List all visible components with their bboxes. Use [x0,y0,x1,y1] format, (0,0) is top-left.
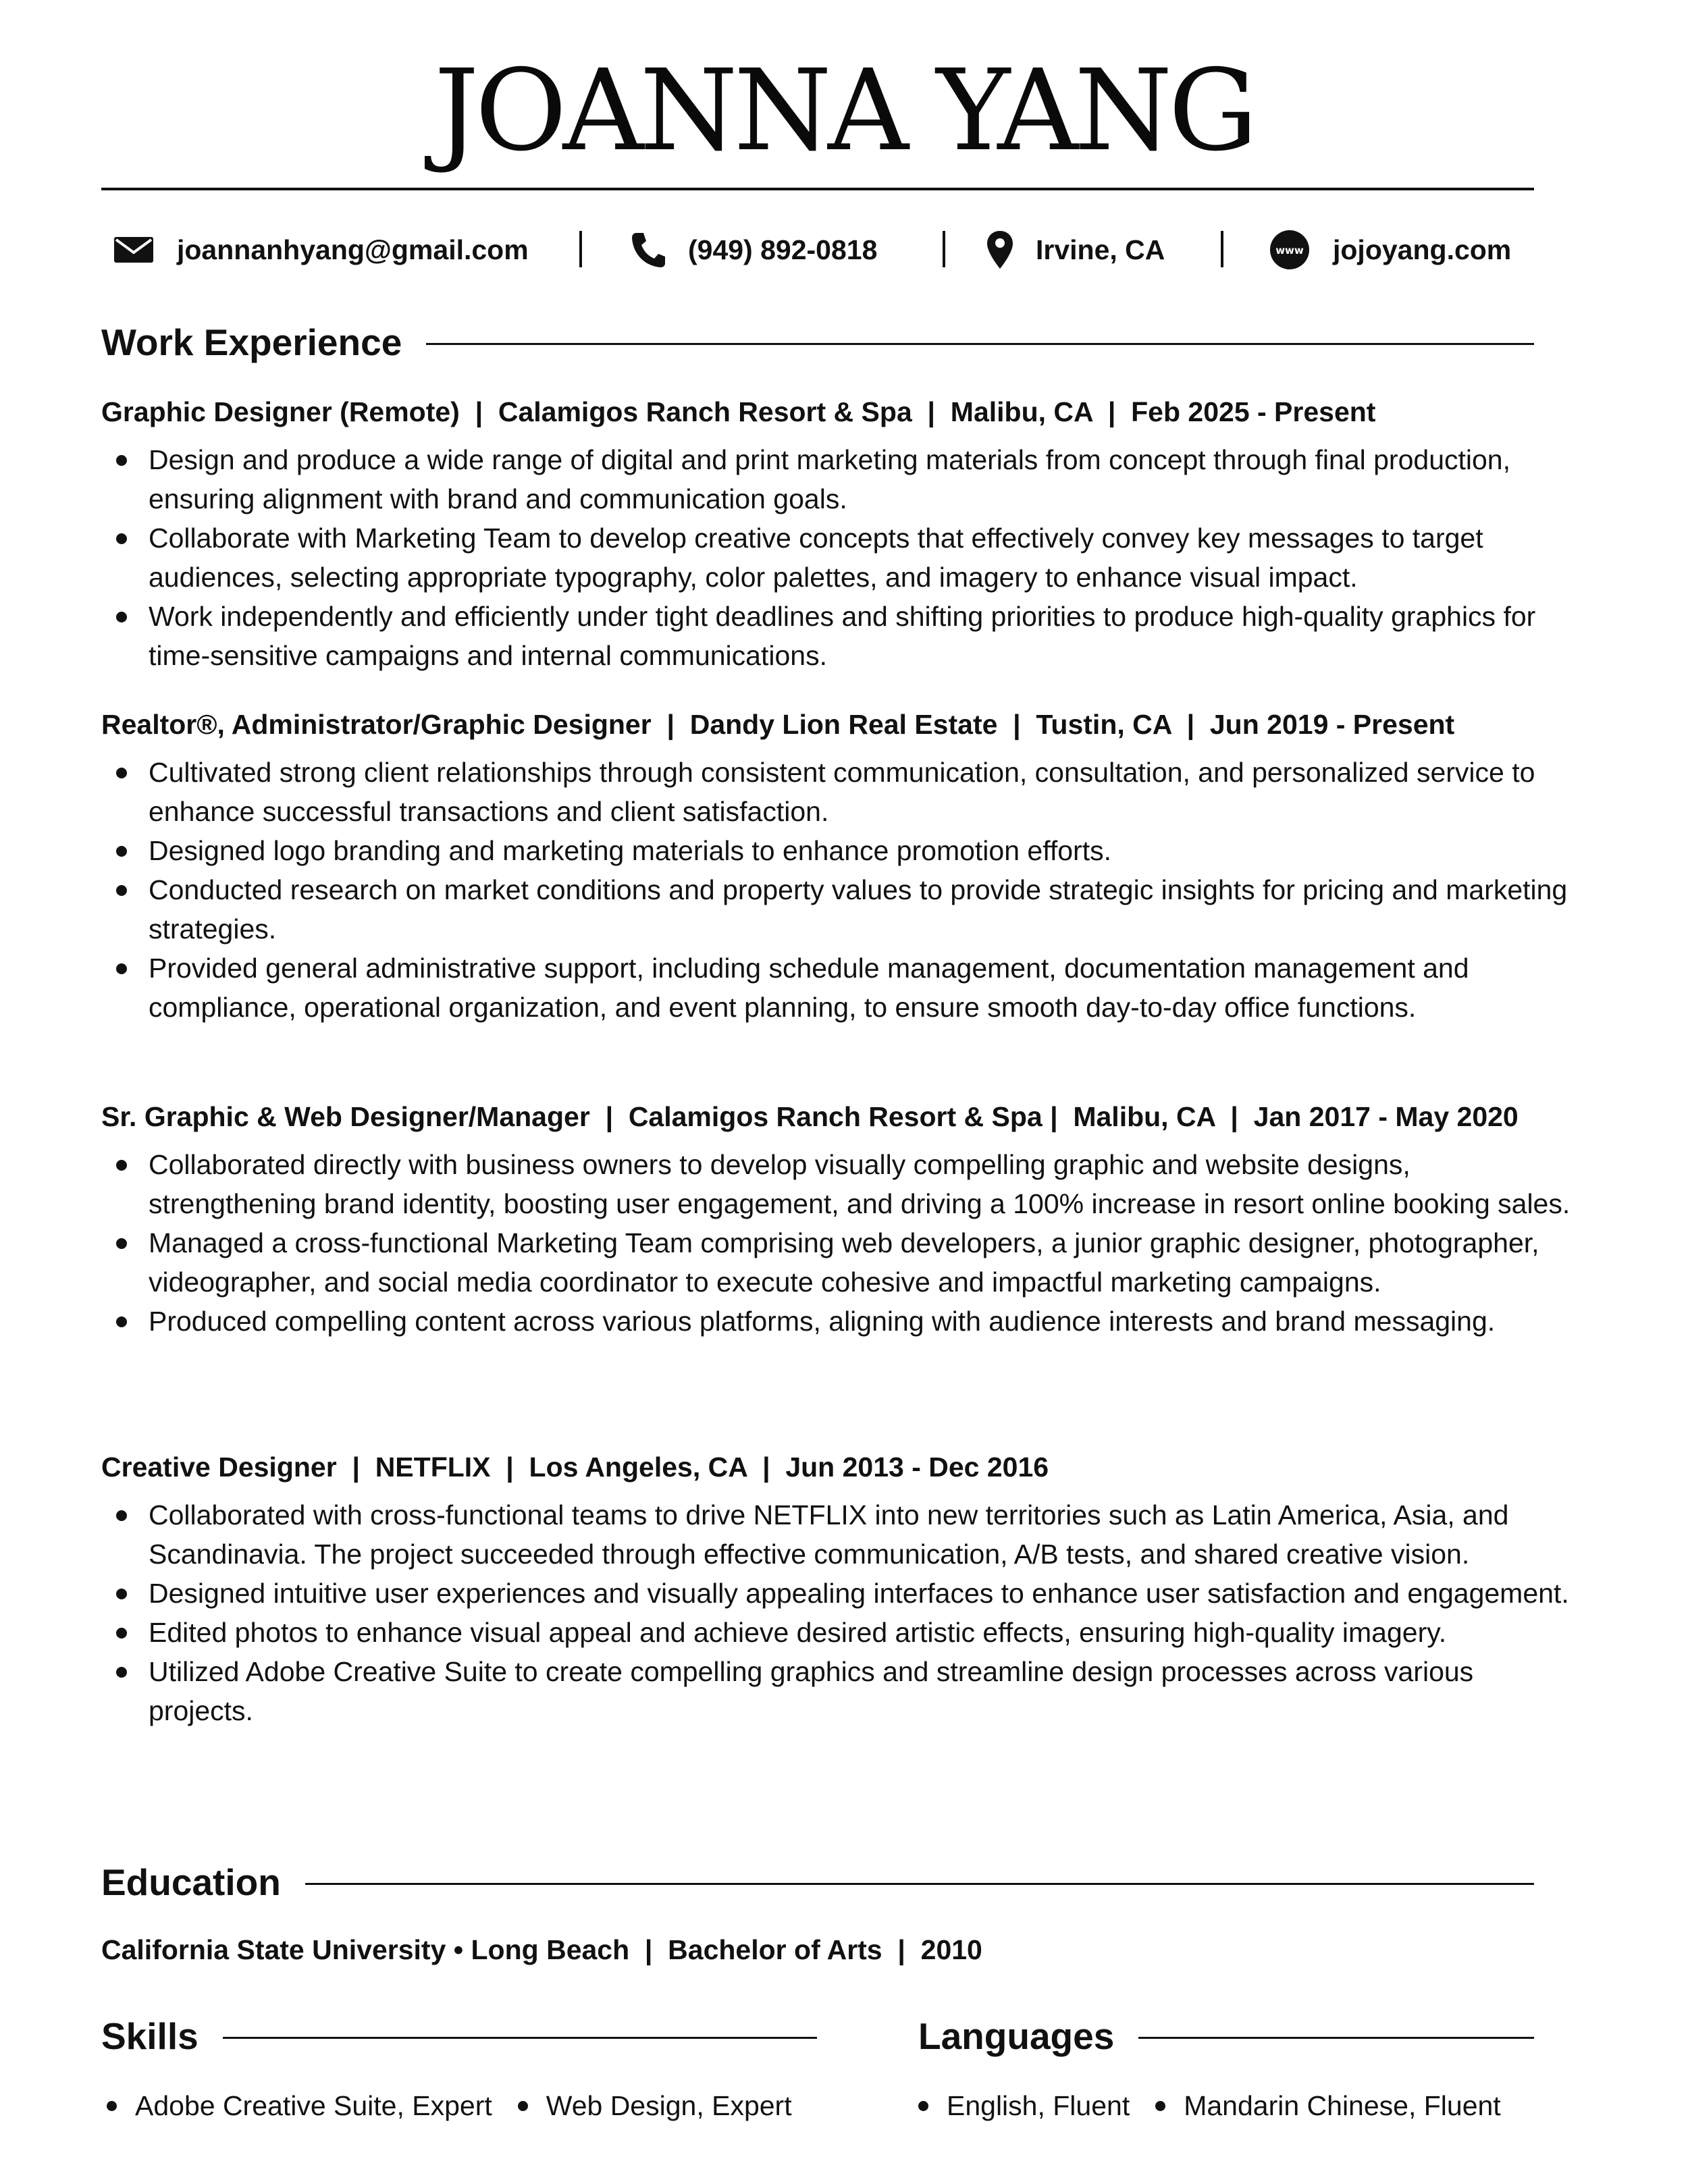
list-item: Collaborated with cross-functional teams to drive NETFLIX into new territories such as Latin America, Asia, and Scandinavia. The project succeeded through effective communication, A/B tests, and shared creative vision. [101,1495,1573,1574]
job-bullets-1 [101,440,1573,675]
skill-item: Adobe Creative Suite, Expert [101,2086,492,2125]
education-section-line [297,1883,1534,1885]
contact-bar [0,223,1688,277]
contact-separator [943,231,945,267]
education-section-title: Education [101,1859,305,1906]
header-divider [101,188,1534,190]
skills-list [101,2086,812,2125]
list-item: Produced compelling content across various platforms, aligning with audience interests and brand messaging. [101,1302,1573,1341]
list-item: Edited photos to enhance visual appeal and achieve desired artistic effects, ensuring high-quality imagery. [101,1613,1573,1652]
envelope-icon [113,236,154,263]
skills-section-line [209,2037,817,2039]
list-item: Designed intuitive user experiences and visually appealing interfaces to enhance user satisfaction and engagement. [101,1574,1573,1613]
languages-section-line [1134,2037,1534,2039]
contact-location [987,223,1165,277]
work-section-title: Work Experience [101,319,426,366]
language-item: English, Fluent [913,2086,1130,2125]
www-icon-text: www [1275,244,1304,257]
job-bullets-2 [101,753,1573,1027]
contact-separator [579,231,582,267]
contact-email[interactable] [113,223,529,277]
website-text: jojoyang.com [1333,234,1512,265]
skills-section-title: Skills [101,2013,223,2060]
location-text: Irvine, CA [1036,234,1165,265]
language-item: Mandarin Chinese, Fluent [1150,2086,1500,2125]
list-item: Collaborate with Marketing Team to develop creative concepts that effectively convey key messages to target audiences, selecting appropriate typography, color palettes, and imagery to enhance visual impact. [101,518,1573,597]
candidate-name: JOANNA YANG [433,46,1255,176]
phone-icon [631,232,665,268]
job-heading-2: Realtor®, Administrator/Graphic Designer | Dandy Lion Real Estate | Tustin, CA | Jun 2019 - Present [101,709,1455,740]
job-heading-4: Creative Designer | NETFLIX | Los Angeles, CA | Jun 2013 - Dec 2016 [101,1451,1049,1483]
globe-www-icon [1269,230,1310,270]
phone-text: (949) 892-0818 [688,234,878,265]
email-text: joannanhyang@gmail.com [177,234,529,265]
contact-phone[interactable] [631,223,877,277]
list-item: Work independently and efficiently under tight deadlines and shifting priorities to produce high-quality graphics for time-sensitive campaigns and internal communications. [101,597,1573,675]
job-heading-1: Graphic Designer (Remote) | Calamigos Ranch Resort & Spa | Malibu, CA | Feb 2025 - Present [101,396,1376,427]
list-item: Conducted research on market conditions and property values to provide strategic insights for pricing and marketing strategies. [101,870,1573,949]
job-bullets-3 [101,1145,1573,1341]
languages-section-title: Languages [918,2013,1138,2060]
list-item: Design and produce a wide range of digital and print marketing materials from concept through final production, ensuring alignment with brand and communication goals. [101,440,1573,518]
education-entry: California State University • Long Beach | Bachelor of Arts | 2010 [101,1934,982,1965]
contact-separator [1221,231,1223,267]
list-item: Managed a cross-functional Marketing Team comprising web developers, a junior graphic designer, photographer, videographer, and social media coordinator to execute cohesive and impactful marketing campaigns. [101,1223,1573,1302]
list-item: Utilized Adobe Creative Suite to create compelling graphics and streamline design processes across various projects. [101,1652,1573,1730]
list-item: Collaborated directly with business owners to develop visually compelling graphic and website designs, strengthening brand identity, boosting user engagement, and driving a 100% increase in resort online booking sales. [101,1145,1573,1223]
job-bullets-4 [101,1495,1573,1730]
skill-item: Web Design, Expert [512,2086,792,2125]
list-item: Provided general administrative support, including schedule management, documentation management and compliance, operational organization, and event planning, to ensure smooth day-to-day office functions. [101,949,1573,1027]
list-item: Cultivated strong client relationships through consistent communication, consultation, and personalized service to enhance successful transactions and client satisfaction. [101,753,1573,831]
work-section-line [419,343,1534,345]
list-item: Designed logo branding and marketing materials to enhance promotion efforts. [101,831,1573,870]
contact-website[interactable] [1269,223,1511,277]
languages-list [913,2086,1521,2125]
map-pin-icon [987,231,1013,269]
job-heading-3: Sr. Graphic & Web Designer/Manager | Calamigos Ranch Resort & Spa | Malibu, CA | Jan 2017 - May 2020 [101,1101,1519,1132]
